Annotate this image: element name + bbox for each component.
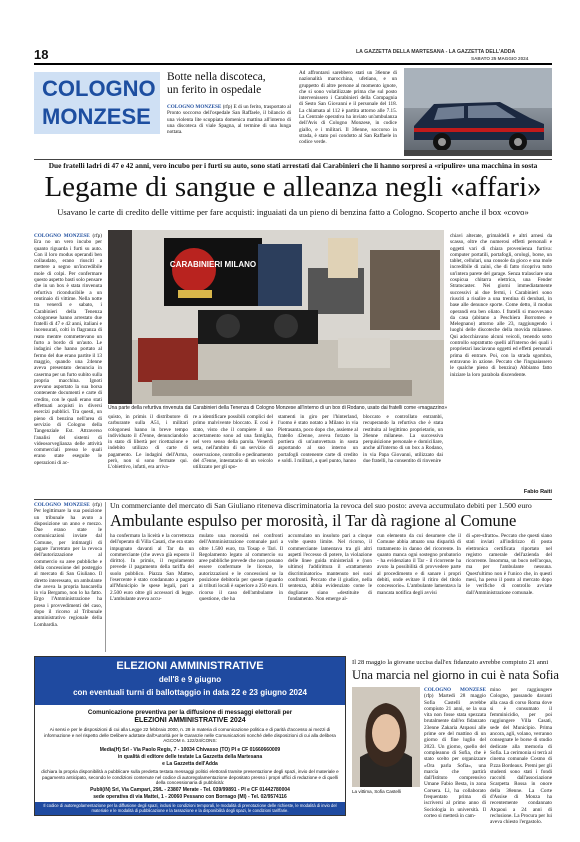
tar-col3: accumulato un insoluto pari a cinque volte questo limite. Nel ricorso, il commerciante lamentava tra gli altri aspetti l'eccesso di potere, la violazione delle linee guida ministeriali e (non ultimo) l'addirittura il «trattamento discriminatorio» mantenuto nei suoi confronti. Peccato che il giudice, nella sentenza, abbia evidenziato come le doglianze siano «destituite di fondamento. Non emerge al-: [288, 533, 372, 602]
tar-headline: Ambulante espulso per morosità, il Tar dà ragione al Comune: [110, 511, 517, 530]
main-body-right: chiavi alterate, grimaldelli e altri arnesi da scasso, oltre che numerosi effetti personali e oggetti vari di chiara provenienza furtiva: computer portatili, portafogli, orologi, borse, un tablet, cellulari, una console da gioco e una mole incredibile di zaini, che di fatto ricopriva tutto un'intera parete del garage. Senza tralasciare una cospicua chitarra elettrica, una Fender Stratocaster. Nei giorni immediatamente successivi ai due fermi, i Carabinieri sono riusciti a risalire a una trentina di derubati, in base alle denunce sporte. Come detto, il modus operandi era ben oliato. I fratelli si muovevano da casa (abitano a Peschiera Borromeo e Melegnano) attorno alle 23, raggiungendo i luoghi delle discoteche della movida milanese. Qui adocchiavano alcuni veicoli, tenendo sotto controllo soprattutto quelli all'interno dei quali i proprietari lasciavano oggetti ed effetti personali prima di entrare. Poi, con la strada sgombra, entravano in azione. Peccato che l'inguaiassero le qualche pieno di benzina) Abbiamo fatto iniziare la loro parabola discendente.: [450, 233, 552, 378]
main-top-rule: [34, 159, 552, 160]
main-headline: Legame di sangue e alleanza negli «affari»: [44, 171, 542, 203]
portrait-icon: [352, 687, 420, 787]
main-body-col5: bloccato e controllato entrambi, recuperando la refurtiva che è stata restituita al legittimo proprietario, un 26enne milanese. La successiva perquisizione personale e domiciliare, anche all'interno di un box a Rodano, in via Papa Giovanni, utilizzato dai due fratelli, ha consentito di rinvenire: [363, 414, 443, 465]
evidence-photo-scene: [108, 230, 444, 404]
brief-title: [167, 71, 297, 97]
election-box: [34, 656, 346, 816]
election-ballottaggio: con eventuali turni di ballottaggio in data 22 e 23 giugno 2024: [73, 688, 307, 697]
main-body-col3: re a identificare possibili complici del primo malvivente bloccato. E così è stato, visto che il compiere il suo accertamento sono ad una famiglia, nel vero senso della parola. Venerdì sera, nell'ambito di un servizio di osservazione, controllo e pedinamento del 47enne, intestatario di un veicolo utilizzato per gli spo-: [193, 414, 273, 471]
election-editor2: in qualità di editore delle testate La Gazzetta della Martesana: [117, 754, 263, 760]
election-title: ELEZIONI AMMINISTRATIVE: [116, 660, 264, 672]
election-dates: dell'8 e 9 giugno: [158, 675, 222, 684]
masthead: LA GAZZETTA DELLA MARTESANA - LA GAZZETTA DELL'ADDA: [356, 49, 516, 55]
election-text1: Ai sensi e per le disposizioni di cui alla Legge 22 febbraio 2000, n. 28 in materia di comunicazione politica e di parità d'accesso ai mezzi di informazione e nel rispetto delle Delibere adottate dall'Autorità per le Garanzie nelle Comunicazioni nonché delle disposizioni di cui alla delibera AGCOM n. 122/24/CONS:: [44, 727, 336, 744]
tar-col1: ha confermato la liceità e la correttezza dell'operato di Villa Casati, che era stato impugnato davanti al Tar da un commerciante (che aveva già esposto il diritto). In primis, il regolamento prevede il pagamento della tariffa del suolo pubblico. Piazza San Matteo, l'esercente è stato condannato a pagare all'Municipio le spese legali, pari a 2.500 euro oltre gli accessori di legge. L'ambulante aveva accu-: [110, 533, 194, 602]
main-lead: COLOGNO MONZESE: [34, 233, 90, 239]
election-agency1: Publi(iN) Srl, Via Campari, 29/L - 23807 Merate - Tel. 039/99891 - PI e CF 01442780004: [90, 787, 290, 793]
main-body-left: COLOGNO MONZESE (rfp) Era no un vero incubo per quanto riguarda i furti su auto. Con il loro modus operandi ben collaudato, erano riusciti a mettere a segno un'incredibile mole di colpi. Per confermare questo aspetto basti solo pensare che in un box è stata rinvenuta refurtiva riconducibile a un centinaio di vittime. Nella notte tra venerdì e sabato, i Carabinieri della Tenenza cologonese hanno arrestato due fratelli di 47 e 42 anni, italiani e incensurati, colti in flagranza di reato mentre commettevano un furto a bordo di un'auto. Le indagini che hanno portato al fermo del due erano partite il 13 maggio, quando una 24enne aveva presentato denuncia in caserma per un furto subito sulla propria macchina. Ignoti avevano asportato la sua borsa contenente documenti e carte di credito, con le quali erano stati effettuati acquisti in diversi esercizi pubblici. Tra questi, un pieno di benzina nell'area di servizio di Cologno della Tangenziale Est. Attraverso l'analisi del sistemi di videosorveglianza delle attività commerciali presso le quali erano state eseguite le operazioni di ac-: [34, 233, 102, 466]
brief-title-line1: Botte nella discoteca,: [167, 71, 266, 83]
election-comm-line1: Comunicazione preventiva per la diffusione di messaggi elettorali per: [87, 709, 293, 716]
sofia-col1: COLOGNO MONZESE (rfp) Martedì 28 maggio Sofia Castelli avrebbe compiuto 21 anni, se la sua vita non fosse stata spezzata brutalmente dall'ex fidanzato 23enne Zakaria Atqaoui alle prime ore del mattino di un giorno di fine luglio del 2023. Un giorno, quello del compleanno di Sofia, che è stato scelto per organizzare «Ora parla Sofia», una marcia che partirà dall'Istituto comprensivo Umane Fabio Besta, in zona Corsera. Lì, ha collaborato frequentato prima di iscriversi al primo anno di Sociologia in università. Il corteo si metterà in cam-: [424, 687, 486, 819]
tar-col2: mulato una morosità nei confronti dell'Amministrazione comunale pari a oltre 1.500 euro, tra Tosap e Tari. Il Regolamento legato al commercio su aree pubbliche prevede che non possano essere confermate le licenze, le autorizzazioni e le concessioni se la posizione debitoria per queste riguardo ai tributi locali è superiore a 250 euro. Il ricorso il caso dell'ambulante in questione, che ha: [199, 533, 283, 602]
election-footer: [35, 802, 345, 815]
sofia-lead: COLOGNO MONZESE: [424, 687, 486, 693]
main-body-col2: quisto, in primis il distributore di carburante sulla A51, i militari cologonesi hanno in breve tempo individuato il 47enne, denunciandolo in stato di libertà per ricettazione e indebito utilizzo di carte di pagamento. Le indagini dell'Arma, però, non si sono fermate qui. L'obiettivo, infatti, era arriva-: [108, 414, 188, 471]
election-comm-line2: ELEZIONI AMMINISTRATIVE 2024: [134, 717, 246, 724]
header-rule: [34, 63, 552, 65]
tar-col4: cun elemento da cui desumere che il Comune abbia attuato una disparità di trattamento in danno del ricorrente. In quanto manca ogni sostegno probatorio - ha evidenziato il Tar - il ricorrente ha avuto la possibilità di provvedere parte al procedimento e di sanare i propri debiti, onde evitare il ritiro del titolo concessorio». L'ambulante lamentava la mancata notifica degli avvisi: [377, 533, 461, 596]
section-tag-line1: COLOGNO: [42, 76, 156, 101]
sofia-kicker: Il 28 maggio la giovane uccisa dall'ex fidanzato avrebbe compiuto 21 anni: [352, 659, 549, 666]
photo-sign-text: CARABINIERI MILANO: [169, 260, 257, 269]
brief-lead: COLOGNO MONZESE: [167, 104, 222, 110]
brief-title-line2: un ferito in ospedale: [167, 84, 262, 96]
tar-top-rule: [34, 499, 552, 500]
election-agency2: sede operativa di via Mattei, 1 - 20060 Pessano con Bornago (MI) - Tel. 02/9574116: [93, 794, 287, 800]
sofia-headline: Una marcia nel giorno in cui è nata Sofia: [352, 668, 560, 682]
tar-col5: di «pre-sfratto». Peccato che questi siano stati inviati all'indirizzo di posta elettronica certificata riportato nel registro camerale dell'azienda del ricorrente. Insomma, un buco nell'acqua, ma per l'ambulante nessuna. Quest'ultimo non è l'unico che, in questi mesi, ha perso il posto al mercato dopo le verifiche di controllo avviate dall'Amministrazione comunale.: [466, 533, 552, 596]
tar-kicker: Un commerciante del mercato di San Giuliano riteneva discriminatoria la revoca del suo posto: aveva accumulato debiti per 1.500 euro: [110, 501, 532, 510]
sofia-col2: mino per raggiungere Cologno, passando davanti alla casa di corso Roma dove si è consumato il femminicidio, per poi raggiungere Villa Casati, sede del Municipio. Prima ancora, agli, volano, verranno consegnate le borse di studio dedicate alla memoria di Sofia. La cerimonia si terrà al cinema comunale Cosmo di P.zza Bordeaux. Premi per gli studenti sono stati i fondi raccolti dall'associazione Scarpetta Rossa in onore della 38enne. La Corte d'Assise di Monza ha recentemente condannato Atqaoui a 24 anni di reclusione. La Procura per lui aveva chiesto l'ergastolo.: [490, 687, 552, 826]
sofia-photo-caption: La vittima, Sofia Castelli: [352, 789, 402, 794]
issue-date: SABATO 25 MAGGIO 2024: [471, 56, 529, 61]
election-header: [35, 657, 345, 705]
police-car-icon: [404, 68, 552, 156]
brief-text-left: COLOGNO MONZESE (rfp) E di un ferito, trasportato al Pronto soccorso dell'ospedale San Raffaele, il bilancio di una violenta lite scoppiata domenica mattina all'interno di una discoteca di viale Spagna, al termine di una lunga nottata.: [167, 104, 291, 136]
evidence-photo: [108, 230, 444, 404]
section-tag-line2: MONZESE: [42, 104, 151, 129]
tar-lead: COLOGNO MONZESE: [34, 502, 90, 508]
section-tag: [34, 72, 160, 134]
brief-text-right: Ad affrontarsi sarebbero stati un 36enne di nazionalità marocchina, ufetiano, e un gruppetto di altre persone al momento ignote, che si sono volatilizzate prima che sul posto intervenissero i Carabinieri della Compagnia di Sesto San Giovanni e il personale del 118. La chiamata al 112 è partita attorno alle 7.15. La Centrale operativa ha inviato un'ambulanza dell'Avis di Cologno Monzese, in codice giallo, e i militari. Il 36enne, soccorso in strada, è stato poi condotto al San Raffaele in codice verde.: [299, 70, 397, 146]
page-number: 18: [34, 47, 49, 62]
tar-divider: [105, 502, 106, 652]
police-car-photo: [404, 68, 552, 156]
sofia-photo: [352, 687, 420, 787]
photo-caption: Una parte della refurtiva rinvenuta dai Carabinieri della Tenenza di Cologno Monzese all'interno di un box di Rodano, usato dai fratelli come «magazzino»: [108, 405, 448, 411]
tar-intro: COLOGNO MONZESE (rfp) Per legittimare la sua posizione un tribunale ha avuto a disposizione un anno e mezzo. Due erano state le comunicazioni inviate dal Comune, per intimargli di pagare l'arretrato per la revoca dell'autorizzazione al commercio su aree pubbliche e della concessione del posteggio al mercato di San Giuliano. Il diretto interessato, un ambulante che aveva la propria bancarella in via Bergamo, non lo ha fatto. Ergo l'Amministrazione ha preso i provvedimenti del caso, dopo il ricorso al Tribunale amministrativo regionale della Lombardia.: [34, 502, 102, 628]
byline: Fabio Raiti: [523, 489, 552, 495]
election-editor1: Media(H) Srl - Via Paolo Regis, 7 - 10034 Chivasso (TO) PI e CF 01660660009: [99, 747, 281, 753]
election-footer-text: Il codice di autoregolamentazione per la diffusione degli spazi, inclusi le condizioni temporali, le modalità di prenotazione delle richieste, le modalità di invio del materiale e le modalità di pubblicazione e la tassazione e la disponibilità degli spazi, le condizioni tariffarie.: [43, 803, 337, 813]
election-editor3: e La Gazzetta dell'Adda: [162, 761, 218, 767]
main-kicker: Due fratelli ladri di 47 e 42 anni, vero incubo per i furti su auto, sono stati arrestati dai Carabinieri che li hanno sorpresi a «ripulire» una macchina in sosta: [48, 161, 538, 170]
main-body-col4: stamenti in giro per l'hinterland, l'uomo è stato notato a Milano in via Pietrasanta, poco dopo che, assieme al fratello 42enne, aveva forzato la portiera di un'autovettura in sosta asportando al suo interno un portafogli contenente carte di credito e soldi. I militari, a quel punto, hanno: [278, 414, 358, 465]
election-text2: dichiara la propria disponibilità a pubblicare sulla predetta testata messaggi politici elettorali tramite presentazione degli spazi, invio del materiale e pagamento anticipato, secondo le condizioni contenute nel codice di autoregolamentazione depositato presso i propri uffici di redazione e di quelli della concessionaria di pubblicità:: [41, 769, 339, 786]
main-subhead: Usavano le carte di credito delle vittime per fare acquisti: inguaiati da un pieno di benzina fatto a Cologno. Scoperto anche il box «covo»: [57, 207, 529, 217]
